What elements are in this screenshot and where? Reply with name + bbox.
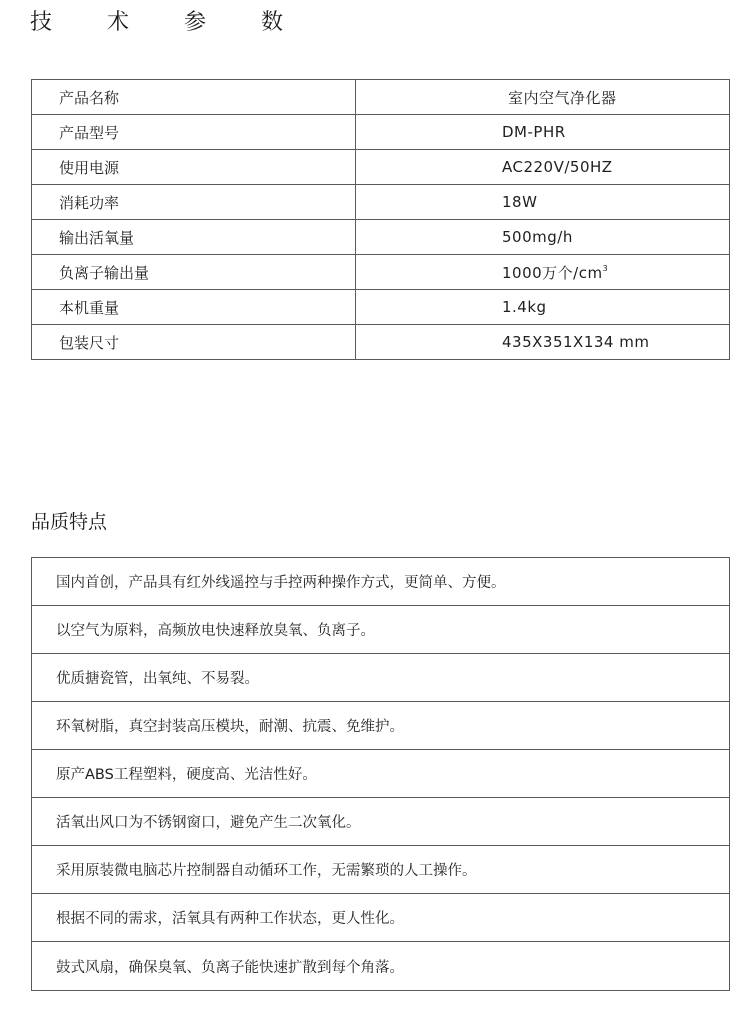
spec-row-power-supply (32, 150, 730, 185)
spec-value: DM-PHR (356, 115, 730, 150)
feature-item: 原产ABS工程塑料，硬度高、光洁性好。 (32, 750, 729, 798)
spec-value-superscript: 3 (602, 263, 609, 273)
spec-row-weight (32, 290, 730, 325)
spec-section-title: 技 术 参 数 (30, 10, 307, 35)
features-section-title: 品质特点 (31, 511, 108, 533)
spec-value: AC220V/50HZ (356, 150, 730, 185)
feature-item: 以空气为原料，高频放电快速释放臭氧、负离子。 (32, 606, 729, 654)
spec-row-model (32, 115, 730, 150)
spec-value: 1.4kg (356, 290, 730, 325)
spec-table (31, 79, 730, 360)
feature-item: 优质搪瓷管，出氧纯、不易裂。 (32, 654, 729, 702)
spec-row-anion-output (32, 255, 730, 290)
feature-item: 环氧树脂，真空封装高压模块，耐潮、抗震、免维护。 (32, 702, 729, 750)
spec-label: 输出活氧量 (32, 220, 356, 255)
feature-item: 鼓式风扇，确保臭氧、负离子能快速扩散到每个角落。 (56, 959, 404, 976)
spec-value: 500mg/h (356, 220, 730, 255)
feature-item: 根据不同的需求，活氧具有两种工作状态，更人性化。 (32, 894, 729, 942)
spec-row-power-consumption (32, 185, 730, 220)
spec-value-cell (356, 255, 730, 290)
spec-label: 包装尺寸 (32, 325, 356, 360)
spec-label: 负离子输出量 (32, 255, 356, 290)
spec-label: 消耗功率 (32, 185, 356, 220)
feature-item: 国内首创，产品具有红外线遥控与手控两种操作方式，更简单、方便。 (32, 558, 729, 606)
spec-row-ozone-output (32, 220, 730, 255)
spec-value: 435X351X134 mm (356, 325, 730, 360)
spec-label: 使用电源 (32, 150, 356, 185)
features-list (31, 557, 730, 991)
spec-row-package-size (32, 325, 730, 360)
spec-value: 18W (356, 185, 730, 220)
spec-label: 产品名称 (32, 80, 356, 115)
spec-value: 1000万个/cm (502, 263, 603, 282)
feature-item: 采用原装微电脑芯片控制器自动循环工作，无需繁琐的人工操作。 (32, 846, 729, 894)
feature-item: 活氧出风口为不锈钢窗口，避免产生二次氧化。 (32, 798, 729, 846)
spec-value: 室内空气净化器 (356, 80, 730, 115)
spec-row-product-name (32, 80, 730, 115)
spec-label: 本机重量 (32, 290, 356, 325)
spec-label: 产品型号 (32, 115, 356, 150)
